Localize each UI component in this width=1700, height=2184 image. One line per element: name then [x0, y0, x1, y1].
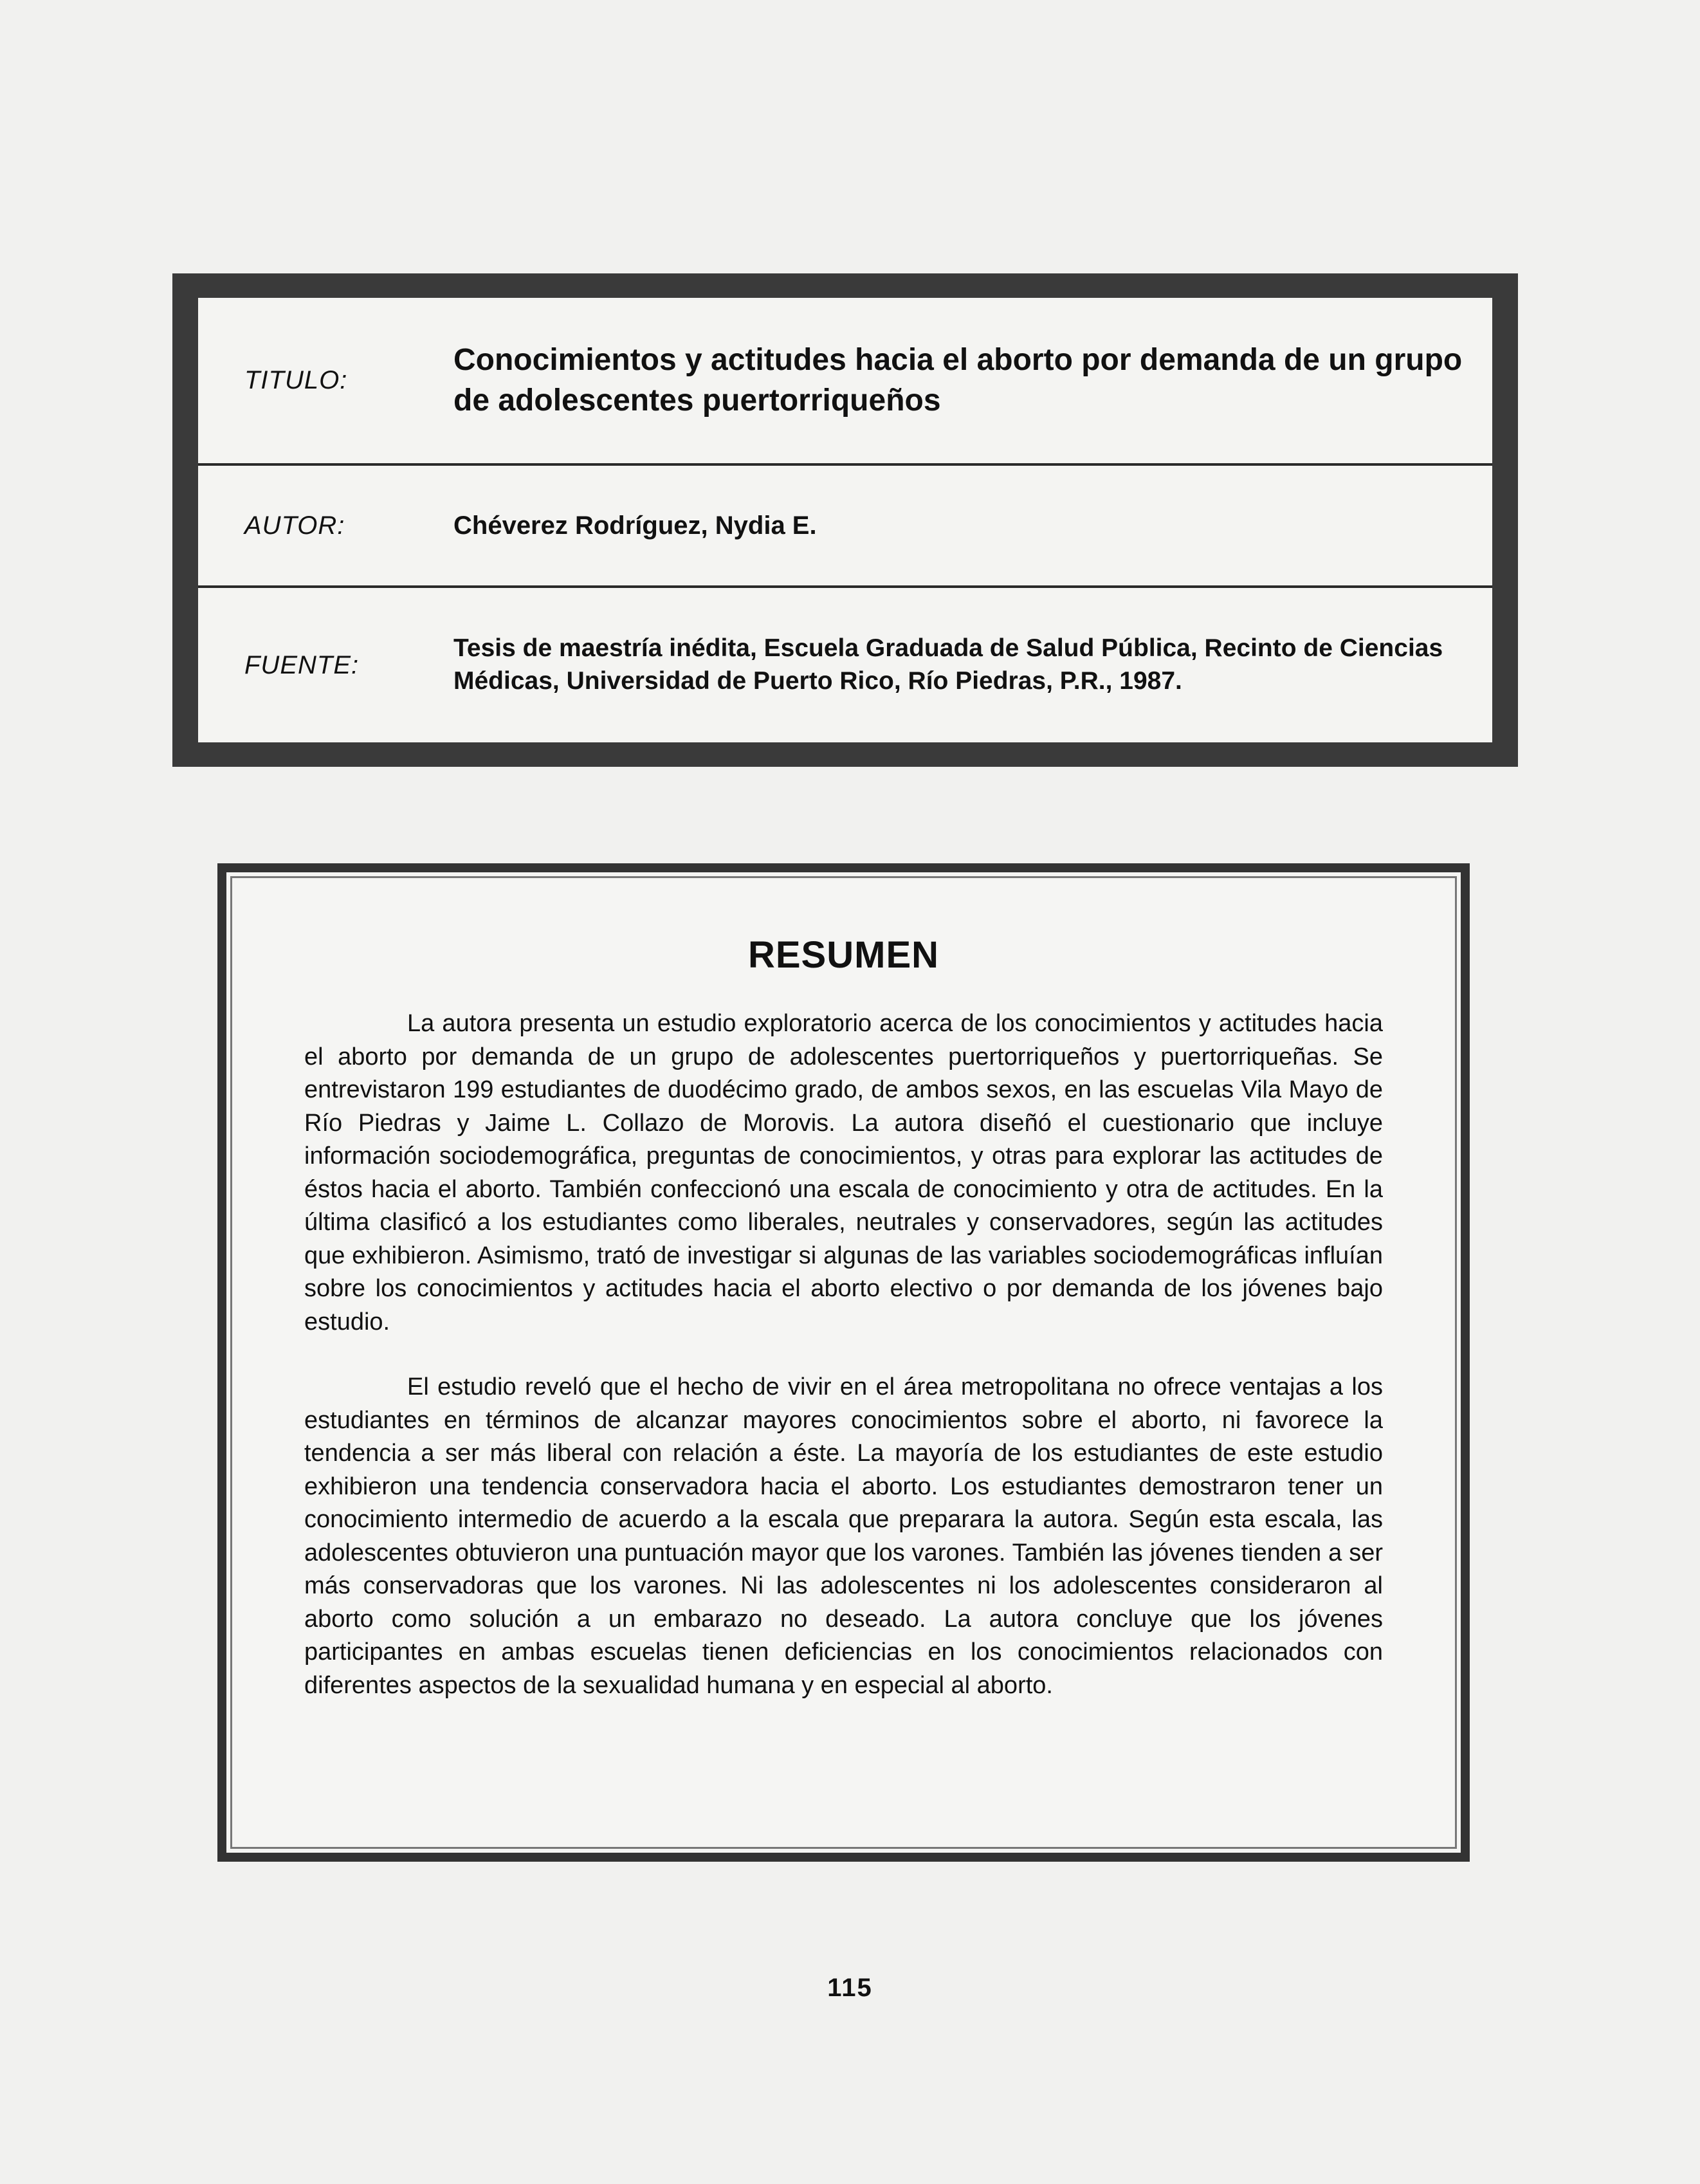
titulo-value: Conocimientos y actitudes hacia el aborto por demanda de un grupo de adolescentes puertorriqueños — [453, 343, 1463, 418]
resumen-paragraph-2: El estudio reveló que el hecho de vivir en el área metropolitana no ofrece ventajas a los estudiantes en términos de alcanzar mayores conocimientos sobre el aborto, ni favorece la tendencia a ser más liberal con relación a éste. La mayoría de los estudiantes de este estudio exhibieron una tendencia conservadora hacia el aborto. Los estudiantes demostraron tener un conocimiento intermedio de acuerdo a la escala que preparara la autora. Según esta escala, las adolescentes obtuvieron una puntuación mayor que los varones. También las jóvenes tienden a ser más conservadoras que los varones. Ni las adolescentes ni los adolescentes consideraron al aborto como solución a un embarazo no deseado. La autora concluye que los jóvenes participantes en ambas escuelas tienen deficiencias en los conocimientos relacionados con diferentes aspectos de la sexualidad humana y en especial al aborto. — [304, 1373, 1383, 1699]
resumen-paragraph-1: La autora presenta un estudio exploratorio acerca de los conocimientos y actitudes hacia el aborto por demanda de un grupo de adolescentes puertorriqueños y puertorriqueñas. Se entrevistaron 199 estudiantes de duodécimo grado, de ambos sexos, en las escuelas Vila Mayo de Río Piedras y Jaime L. Collazo de Morovis. La autora diseñó el cuestionario que incluye información sociodemográfica, preguntas de conocimientos, y otras para explorar las actitudes de éstos hacia el aborto. También confeccionó una escala de conocimiento y otra de actitudes. En la última clasificó a los estudiantes como liberales, neutrales y conservadores, según las actitudes que exhibieron. Asimismo, trató de investigar si algunas de las variables sociodemográficas influían sobre los conocimientos y actitudes hacia el aborto electivo o por demanda de los jóvenes bajo estudio. — [304, 1010, 1383, 1335]
resumen-box — [217, 863, 1470, 1862]
resumen-inner — [230, 876, 1457, 1849]
fuente-value: Tesis de maestría inédita, Escuela Graduada de Salud Pública, Recinto de Ciencias Médicas, Universidad de Puerto Rico, Río Piedras, P.R., 1987. — [453, 634, 1443, 695]
metadata-row-fuente — [198, 585, 1492, 742]
metadata-box — [172, 273, 1518, 767]
titulo-label: TITULO: — [244, 366, 348, 394]
page-number: 115 — [827, 1974, 873, 2002]
autor-value: Chéverez Rodríguez, Nydia E. — [453, 511, 817, 540]
autor-label: AUTOR: — [244, 511, 345, 540]
metadata-row-autor — [198, 463, 1492, 585]
metadata-inner — [198, 298, 1492, 742]
fuente-label: FUENTE: — [244, 650, 360, 679]
resumen-title: RESUMEN — [747, 934, 940, 976]
metadata-row-titulo — [198, 298, 1492, 463]
